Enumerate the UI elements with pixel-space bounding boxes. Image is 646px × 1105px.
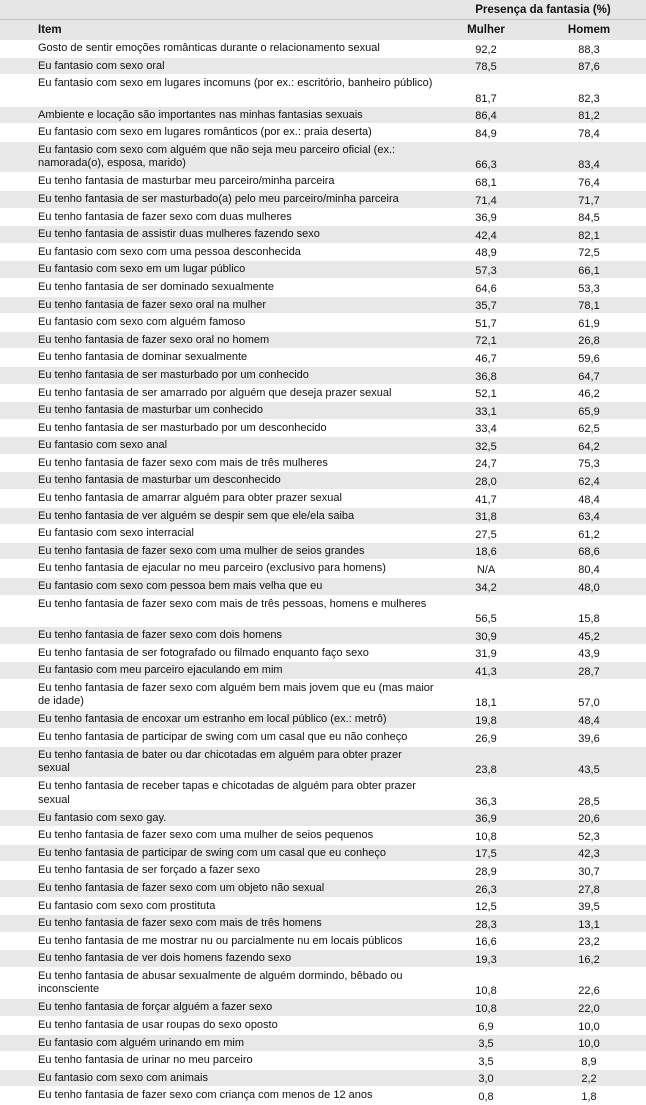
men-value-cell: 65,9 <box>578 405 600 418</box>
men-value-cell: 28,5 <box>578 795 600 808</box>
table-row <box>0 173 646 191</box>
women-value-cell: 81,7 <box>475 92 497 105</box>
women-value-cell: 32,5 <box>475 440 497 453</box>
table-row <box>0 1035 646 1053</box>
men-value-cell: 61,9 <box>578 317 600 330</box>
table-row <box>0 349 646 367</box>
women-value-cell: 30,9 <box>475 630 497 643</box>
men-value-cell: 1,8 <box>581 1091 597 1103</box>
item-cell: Eu tenho fantasia de masturbar meu parceiro/minha parceira <box>38 175 335 188</box>
table-row <box>0 472 646 490</box>
item-cell: Eu fantasio com alguém urinando em mim <box>38 1036 245 1049</box>
men-value-cell: 66,1 <box>578 264 600 277</box>
table-row <box>0 297 646 315</box>
table-row <box>0 244 646 262</box>
women-value-cell: 51,7 <box>475 317 497 330</box>
men-value-cell: 83,4 <box>578 159 600 172</box>
men-value-cell: 64,7 <box>578 370 600 383</box>
header-row-presence <box>0 0 646 20</box>
table-row <box>0 332 646 350</box>
item-cell: Eu tenho fantasia de fazer sexo com mais de três mulheres <box>38 456 328 469</box>
men-value-cell: 39,5 <box>578 901 600 914</box>
item-cell: Eu tenho fantasia de ver alguém se despir sem que ele/ela saiba <box>38 509 355 522</box>
table-row <box>0 543 646 561</box>
men-value-cell: 45,2 <box>578 630 600 643</box>
women-value-cell: 66,3 <box>475 159 497 172</box>
women-value-cell: 28,9 <box>475 865 497 878</box>
women-value-cell: 36,8 <box>475 370 497 383</box>
men-value-cell: 43,5 <box>578 764 600 777</box>
table-row <box>0 915 646 933</box>
men-value-cell: 57,0 <box>578 697 600 710</box>
men-value-cell: 72,5 <box>578 247 600 260</box>
item-cell: Eu tenho fantasia de fazer sexo com dois homens <box>38 629 282 642</box>
item-cell: Eu tenho fantasia de ser masturbado por um conhecido <box>38 368 309 381</box>
item-cell: Eu tenho fantasia de fazer sexo com mais de três homens <box>38 917 322 930</box>
item-cell: Eu tenho fantasia de me mostrar nu ou parcialmente nu em locais públicos <box>38 934 403 947</box>
table-row <box>0 1052 646 1070</box>
table-row <box>0 711 646 729</box>
item-cell: Eu tenho fantasia de ser masturbado por um desconhecido <box>38 421 327 434</box>
men-value-cell: 23,2 <box>578 936 600 949</box>
women-value-cell: 35,7 <box>475 300 497 313</box>
men-value-cell: 75,3 <box>578 458 600 471</box>
men-value-cell: 71,7 <box>578 194 600 207</box>
women-value-cell: 36,3 <box>475 795 497 808</box>
item-cell: Gosto de sentir emoções românticas durante o relacionamento sexual <box>38 42 380 54</box>
table-row <box>0 627 646 645</box>
women-value-cell: 28,0 <box>475 476 497 489</box>
women-value-cell: 16,6 <box>475 936 497 949</box>
table-row <box>0 226 646 244</box>
women-value-cell: 72,1 <box>475 335 497 348</box>
women-value-cell: 34,2 <box>475 581 497 594</box>
men-value-cell: 48,4 <box>578 715 600 727</box>
women-value-cell: 52,1 <box>475 388 497 401</box>
table-row <box>0 142 646 174</box>
table-row <box>0 1087 646 1105</box>
women-value-cell: 92,2 <box>475 43 497 56</box>
women-value-cell: 56,5 <box>475 613 497 626</box>
table-row <box>0 525 646 543</box>
item-cell: Eu tenho fantasia de ser dominado sexualmente <box>38 280 275 293</box>
women-value-cell: 64,6 <box>475 282 497 295</box>
table-row <box>0 508 646 526</box>
men-value-cell: 48,4 <box>578 493 600 506</box>
men-value-cell: 52,3 <box>578 830 600 843</box>
item-cell: Eu tenho fantasia de usar roupas do sexo oposto <box>38 1019 278 1032</box>
women-value-cell: N/A <box>476 564 496 577</box>
women-value-cell: 48,9 <box>475 247 497 260</box>
men-value-cell: 61,2 <box>578 528 600 541</box>
item-cell: Eu tenho fantasia de fazer sexo oral no homem <box>38 333 270 346</box>
item-cell: Eu fantasio com sexo anal <box>38 439 168 452</box>
women-value-cell: 3,5 <box>478 1055 494 1068</box>
item-cell: Eu tenho fantasia de participar de swing com um casal que eu não conheço <box>38 731 408 743</box>
item-cell: Eu tenho fantasia de urinar no meu parceiro <box>38 1054 253 1067</box>
men-value-cell: 22,6 <box>578 985 600 998</box>
women-value-cell: 3,5 <box>478 1038 494 1051</box>
women-value-cell: 33,1 <box>475 405 497 418</box>
item-cell: Eu tenho fantasia de abusar sexualmente de alguém dormindo, bêbado ou inconsciente <box>38 969 403 996</box>
women-value-cell: 41,3 <box>475 665 497 678</box>
women-value-cell: 10,8 <box>475 985 497 998</box>
table-row <box>0 385 646 403</box>
item-cell: Eu tenho fantasia de fazer sexo com uma mulher de seios grandes <box>38 544 365 557</box>
women-value-cell: 0,8 <box>478 1091 494 1103</box>
women-value-cell: 6,9 <box>478 1020 494 1033</box>
table-row <box>0 560 646 578</box>
men-value-cell: 22,0 <box>578 1003 600 1016</box>
table-row <box>0 596 646 628</box>
table-row <box>0 124 646 142</box>
women-value-cell: 17,5 <box>475 848 497 861</box>
table-row <box>0 845 646 863</box>
women-value-cell: 18,1 <box>475 697 497 710</box>
item-cell: Eu tenho fantasia de assistir duas mulheres fazendo sexo <box>38 228 320 241</box>
item-cell: Eu fantasio com sexo com prostituta <box>38 899 216 912</box>
table-row <box>0 1017 646 1035</box>
men-value-cell: 62,5 <box>578 423 600 436</box>
men-value-cell: 39,6 <box>578 732 600 745</box>
men-value-cell: 82,1 <box>578 229 600 242</box>
men-value-cell: 64,2 <box>578 440 600 453</box>
table-row <box>0 999 646 1017</box>
men-value-cell: 68,6 <box>578 546 600 559</box>
item-cell: Eu tenho fantasia de fazer sexo com um objeto não sexual <box>38 881 325 894</box>
men-value-cell: 78,1 <box>578 300 600 313</box>
item-cell: Eu fantasio com meu parceiro ejaculando em mim <box>38 664 283 677</box>
men-value-cell: 59,6 <box>578 352 600 365</box>
women-value-cell: 3,0 <box>478 1073 494 1086</box>
men-value-cell: 84,5 <box>578 212 600 225</box>
item-cell: Eu tenho fantasia de ser masturbado(a) pelo meu parceiro/minha parceira <box>38 192 399 205</box>
men-value-cell: 42,3 <box>578 848 600 861</box>
item-cell: Eu tenho fantasia de fazer sexo oral na mulher <box>38 298 267 311</box>
table-row <box>0 314 646 332</box>
item-cell: Eu tenho fantasia de encoxar um estranho em local público (ex.: metrô) <box>38 713 387 726</box>
item-column-header: Item <box>38 24 62 36</box>
women-value-cell: 26,9 <box>475 732 497 745</box>
women-value-cell: 28,3 <box>475 918 497 931</box>
table-row <box>0 747 646 779</box>
men-value-cell: 2,2 <box>581 1073 597 1086</box>
men-value-cell: 13,1 <box>578 918 600 931</box>
table-row <box>0 662 646 680</box>
item-cell: Eu fantasio com sexo em lugares incomuns (por ex.: escritório, banheiro público) <box>38 77 433 90</box>
table-row <box>0 209 646 227</box>
women-value-cell: 19,3 <box>475 953 497 966</box>
item-cell: Eu tenho fantasia de fazer sexo com mais de três pessoas, homens e mulheres <box>38 597 427 610</box>
men-value-cell: 26,8 <box>578 335 600 348</box>
women-value-cell: 68,1 <box>475 176 497 189</box>
item-cell: Eu fantasio com sexo com alguém famoso <box>38 316 246 329</box>
table-row <box>0 898 646 916</box>
women-value-cell: 36,9 <box>475 212 497 225</box>
item-cell: Eu tenho fantasia de masturbar um desconhecido <box>38 474 281 487</box>
item-cell: Eu tenho fantasia de ser fotografado ou filmado enquanto faço sexo <box>38 646 369 659</box>
women-value-cell: 86,4 <box>475 110 497 123</box>
women-value-cell: 24,7 <box>475 458 497 471</box>
table-row <box>0 880 646 898</box>
table-row <box>0 58 646 76</box>
table-body <box>0 40 646 1105</box>
item-cell: Eu fantasio com sexo com uma pessoa desconhecida <box>38 245 301 258</box>
table-row <box>0 437 646 455</box>
item-cell: Eu fantasio com sexo em lugares românticos (por ex.: praia deserta) <box>38 126 372 139</box>
table-row <box>0 680 646 712</box>
women-value-cell: 10,8 <box>475 1003 497 1016</box>
item-cell: Eu tenho fantasia de ser amarrado por alguém que deseja prazer sexual <box>38 386 392 399</box>
women-value-cell: 33,4 <box>475 423 497 436</box>
men-value-cell: 80,4 <box>578 564 600 577</box>
item-cell: Eu tenho fantasia de dominar sexualmente <box>38 351 248 364</box>
men-value-cell: 8,9 <box>581 1055 597 1068</box>
men-value-cell: 63,4 <box>578 511 600 524</box>
men-value-cell: 76,4 <box>578 176 600 189</box>
women-value-cell: 42,4 <box>475 229 497 242</box>
men-value-cell: 27,8 <box>578 883 600 896</box>
item-cell: Eu tenho fantasia de fazer sexo com alguém bem mais jovem que eu (mas maior de idade) <box>38 681 434 708</box>
table-row <box>0 827 646 845</box>
item-cell: Eu tenho fantasia de forçar alguém a fazer sexo <box>38 1001 273 1014</box>
item-cell: Eu fantasio com sexo com pessoa bem mais velha que eu <box>38 580 323 593</box>
women-value-cell: 46,7 <box>475 352 497 365</box>
item-cell: Eu tenho fantasia de receber tapas e chicotadas de alguém para obter prazer sexual <box>38 780 416 806</box>
men-value-cell: 16,2 <box>578 953 600 966</box>
table-row <box>0 455 646 473</box>
table-row <box>0 75 646 107</box>
men-value-cell: 28,7 <box>578 665 600 678</box>
men-value-cell: 10,0 <box>578 1038 600 1051</box>
women-value-cell: 57,3 <box>475 264 497 277</box>
table-row <box>0 40 646 58</box>
women-value-cell: 18,6 <box>475 546 497 559</box>
women-value-cell: 78,5 <box>475 61 497 74</box>
table-row <box>0 778 646 810</box>
item-cell: Eu fantasio com sexo interracial <box>38 527 194 540</box>
table-row <box>0 402 646 420</box>
women-value-cell: 27,5 <box>475 528 497 541</box>
men-value-cell: 30,7 <box>578 865 600 878</box>
table-row <box>0 367 646 385</box>
women-value-cell: 71,4 <box>475 194 497 207</box>
women-value-cell: 84,9 <box>475 127 497 140</box>
table-row <box>0 1070 646 1088</box>
men-value-cell: 46,2 <box>578 388 600 401</box>
item-cell: Eu tenho fantasia de ejacular no meu parceiro (exclusivo para homens) <box>38 562 386 575</box>
men-value-cell: 87,6 <box>578 61 600 74</box>
item-cell: Eu tenho fantasia de participar de swing com um casal que eu conheço <box>38 846 386 859</box>
table-row <box>0 968 646 1000</box>
item-cell: Eu tenho fantasia de fazer sexo com uma mulher de seios pequenos <box>38 829 374 842</box>
table-row <box>0 578 646 596</box>
table-row <box>0 420 646 438</box>
table-row <box>0 862 646 880</box>
item-cell: Ambiente e locação são importantes nas minhas fantasias sexuais <box>38 108 363 121</box>
men-value-cell: 78,4 <box>578 127 600 140</box>
women-value-cell: 31,9 <box>475 648 497 661</box>
men-value-cell: 20,6 <box>578 813 600 826</box>
table-row <box>0 279 646 297</box>
women-value-cell: 12,5 <box>475 901 497 914</box>
item-cell: Eu tenho fantasia de fazer sexo com criança com menos de 12 anos <box>38 1089 373 1102</box>
item-cell: Eu fantasio com sexo em um lugar público <box>38 263 246 276</box>
table-row <box>0 191 646 209</box>
table-row <box>0 490 646 508</box>
men-value-cell: 88,3 <box>578 43 600 56</box>
item-cell: Eu tenho fantasia de amarrar alguém para obter prazer sexual <box>38 492 342 505</box>
women-value-cell: 23,8 <box>475 764 497 777</box>
header-row-columns <box>0 20 646 40</box>
item-cell: Eu tenho fantasia de ser forçado a fazer sexo <box>38 864 260 877</box>
women-value-cell: 26,3 <box>475 883 497 896</box>
men-value-cell: 15,8 <box>578 613 600 626</box>
item-cell: Eu tenho fantasia de fazer sexo com duas mulheres <box>38 210 292 223</box>
men-value-cell: 10,0 <box>578 1020 600 1033</box>
women-value-cell: 41,7 <box>475 493 497 506</box>
women-column-header: Mulher <box>467 24 505 36</box>
item-cell: Eu fantasio com sexo gay. <box>38 811 167 824</box>
men-value-cell: 82,3 <box>578 92 600 105</box>
table-row <box>0 645 646 663</box>
women-value-cell: 19,8 <box>475 715 497 727</box>
table-row <box>0 261 646 279</box>
item-cell: Eu tenho fantasia de ver dois homens fazendo sexo <box>38 952 292 965</box>
men-value-cell: 53,3 <box>578 282 600 295</box>
table-row <box>0 950 646 968</box>
men-value-cell: 62,4 <box>578 476 600 489</box>
men-value-cell: 81,2 <box>578 110 600 123</box>
men-column-header: Homem <box>567 24 611 36</box>
table-row <box>0 729 646 747</box>
women-value-cell: 10,8 <box>475 830 497 843</box>
women-value-cell: 31,8 <box>475 511 497 524</box>
item-cell: Eu fantasio com sexo com alguém que não seja meu parceiro oficial (ex.: namorada(o), esposa, marido) <box>38 143 396 170</box>
presence-header: Presença da fantasia (%) <box>475 3 611 16</box>
item-cell: Eu tenho fantasia de bater ou dar chicotadas em alguém para obter prazer sexual <box>38 748 402 775</box>
men-value-cell: 48,0 <box>578 581 600 594</box>
table-row <box>0 107 646 125</box>
item-cell: Eu fantasio com sexo oral <box>38 59 165 72</box>
table-row <box>0 810 646 828</box>
men-value-cell: 43,9 <box>578 648 600 661</box>
women-value-cell: 36,9 <box>475 813 497 826</box>
item-cell: Eu fantasio com sexo com animais <box>38 1071 208 1084</box>
item-cell: Eu tenho fantasia de masturbar um conhecido <box>38 404 264 417</box>
table-row <box>0 933 646 951</box>
